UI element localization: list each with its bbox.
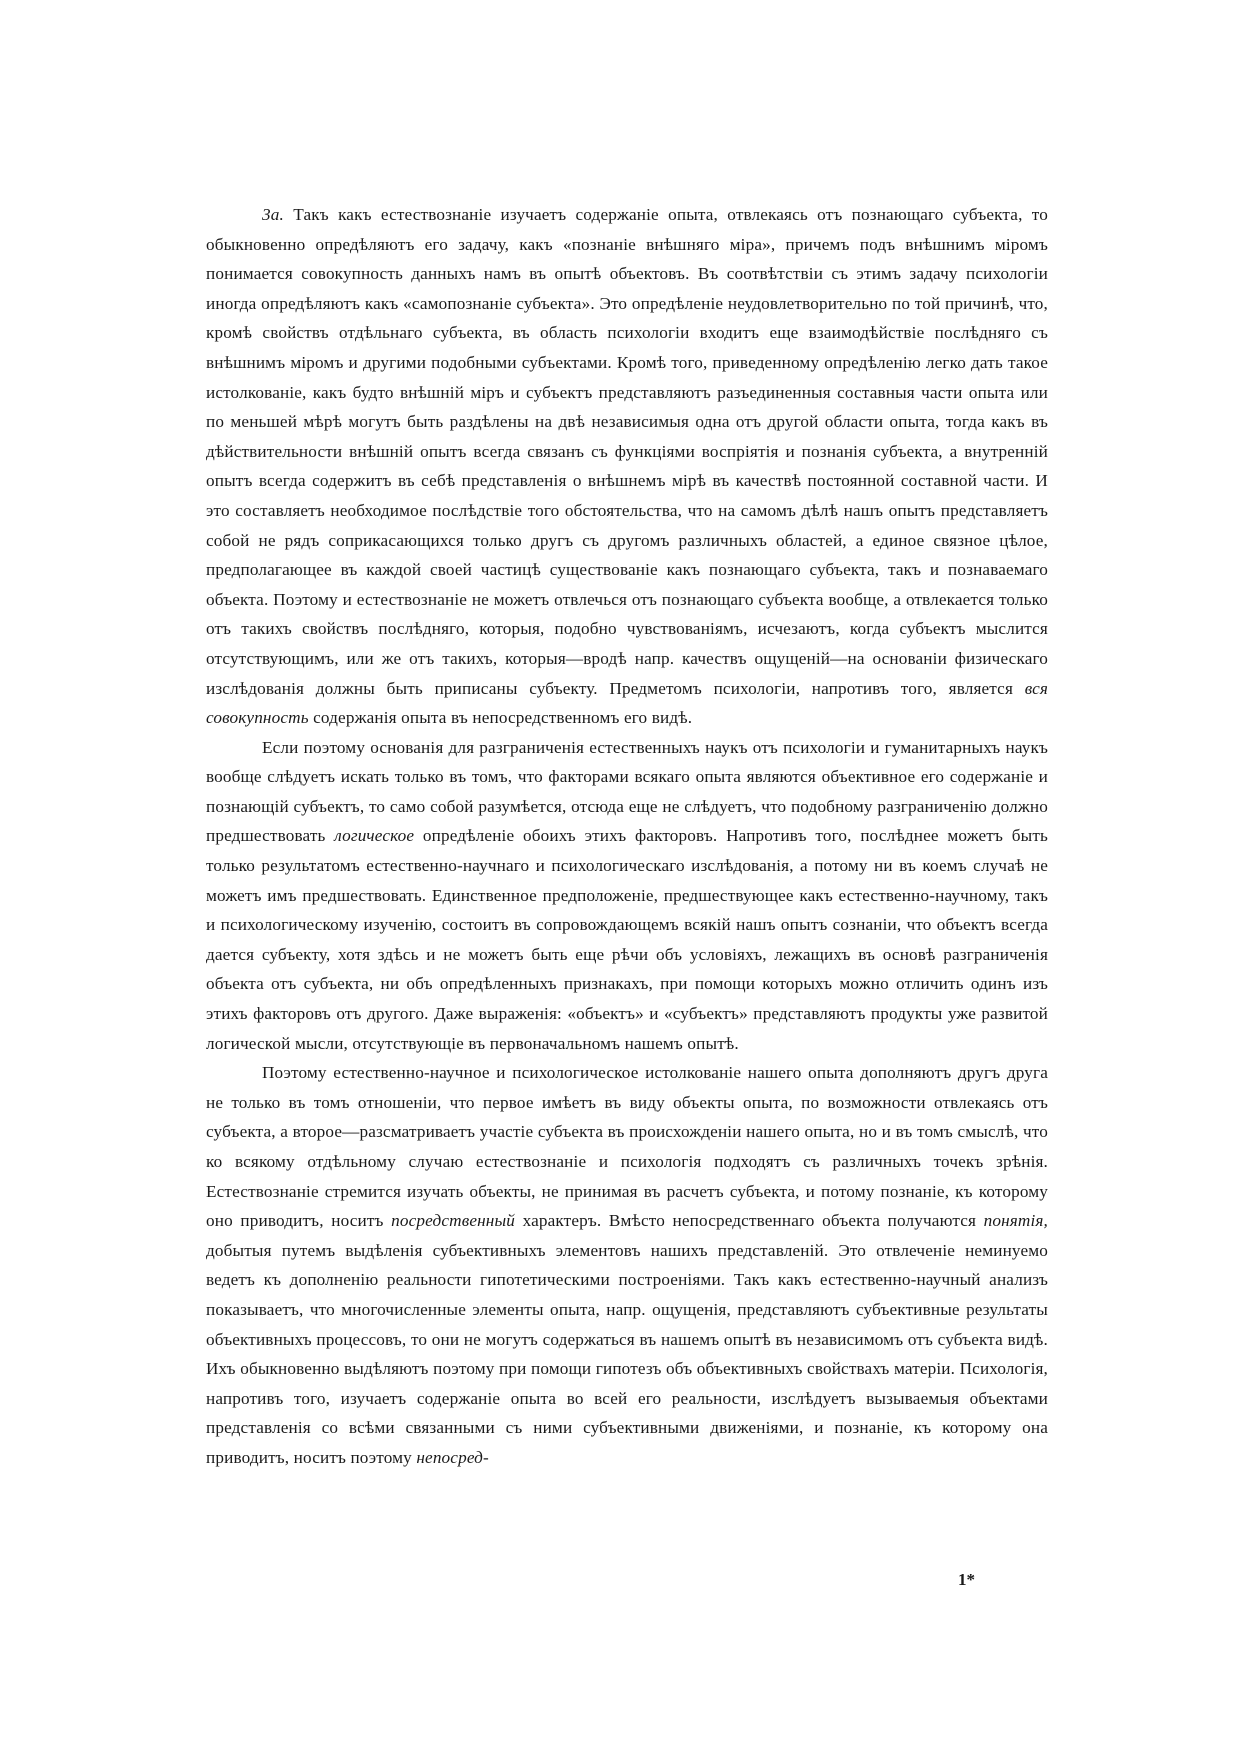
emphasis-text: посредственный (391, 1211, 515, 1231)
paragraph-text: Поэтому естественно-научное и психологическое истолкованіе нашего опыта дополняютъ другъ друга не только въ томъ отношеніи, что первое имѣетъ въ виду объекты опыта, по возможности отвлекаясь отъ субъекта, а второе—разсматриваетъ участіе субъекта въ происхожденіи нашего опыта, но и въ томъ смыслѣ, что ко всякому отдѣльному случаю естествознаніе и психологія подходятъ съ различныхъ точекъ зрѣнія. Естествознаніе стремится изучать объекты, не принимая въ расчетъ субъекта, и потому познаніе, къ которому оно приводитъ, носитъ (206, 1063, 1048, 1231)
paragraph-3 (206, 1058, 1048, 1472)
emphasis-text: вся совокупность (206, 678, 1048, 728)
paragraph-text: опредѣленіе обоихъ этихъ факторовъ. Напротивъ того, послѣднее можетъ быть только результатомъ естественно-научнаго и психологическаго изслѣдованія, а потому ни въ коемъ случаѣ не можетъ имъ предшествовать. Единственное предположеніе, предшествующее какъ естественно-научному, такъ и психологическому изученію, состоитъ въ сопровождающемъ всякій нашъ опытъ сознаніи, что объектъ всегда дается субъекту, хотя здѣсь и не можетъ быть еще рѣчи объ условіяхъ, лежащихъ въ основѣ разграниченія объекта отъ субъекта, ни объ опредѣленныхъ признакахъ, при помощи которыхъ можно отличить одинъ изъ этихъ факторовъ отъ другого. Даже выраженія: «объектъ» и «субъектъ» представляютъ продукты уже развитой логической мысли, отсутствующіе въ первоначальномъ нашемъ опытѣ. (206, 826, 1048, 1053)
paragraph-1 (206, 200, 1048, 733)
emphasis-text: понятія, (983, 1211, 1049, 1231)
page-body (206, 200, 1048, 1473)
paragraph-text: добытыя путемъ выдѣленія субъективныхъ элементовъ нашихъ представленій. Это отвлеченіе неминуемо ведетъ къ дополненію реальности гипотетическими построеніями. Такъ какъ естественно-научный анализъ показываетъ, что многочисленные элементы опыта, напр. ощущенія, представляютъ субъективные результаты объективныхъ процессовъ, то они не могутъ содержаться въ нашемъ опытѣ въ независимомъ отъ субъекта видѣ. Ихъ обыкновенно выдѣляютъ поэтому при помощи гипотезъ объ объективныхъ свойствахъ матеріи. Психологія, напротивъ того, изучаетъ содержаніе опыта во всей его реальности, изслѣдуетъ вызываемыя объектами представленія со всѣми связанными съ ними субъективными движеніями, и познаніе, къ которому она приводитъ, носитъ поэтому (206, 1240, 1048, 1467)
paragraph-text: Если поэтому основанія для разграниченія естественныхъ наукъ отъ психологіи и гуманитарныхъ наукъ вообще слѣдуетъ искать только въ томъ, что факторами всякаго опыта являются объективное его содержаніе и познающій субъектъ, то само собой разумѣется, отсюда еще не слѣдуетъ, что подобному разграниченію должно предшествовать (206, 737, 1048, 846)
paragraph-text: Такъ какъ естествознаніе изучаетъ содержаніе опыта, отвлекаясь отъ познающаго субъекта, то обыкновенно опредѣляютъ его задачу, какъ «познаніе внѣшняго міра», причемъ подъ внѣшнимъ міромъ понимается совокупность данныхъ намъ въ опытѣ объектовъ. Въ соотвѣтствіи съ этимъ задачу психологіи иногда опредѣляютъ какъ «самопознаніе субъекта». Это опредѣленіе неудовлетворительно по той причинѣ, что, кромѣ свойствъ отдѣльнаго субъекта, въ область психологіи входитъ еще взаимодѣйствіе послѣдняго съ внѣшнимъ міромъ и другими подобными субъектами. Кромѣ того, приведенному опредѣленію легко дать такое истолкованіе, какъ будто внѣшній міръ и субъектъ представляютъ разъединенныя составныя части опыта или по меньшей мѣрѣ могутъ быть раздѣлены на двѣ независимыя одна отъ другой области опыта, тогда какъ въ дѣйствительности внѣшній опытъ всегда связанъ съ функціями воспріятія и познанія субъекта, а внутренній опытъ всегда содержитъ въ себѣ представленія о внѣшнемъ мірѣ въ качествѣ постоянной составной части. И это составляетъ необходимое послѣдствіе того обстоятельства, что на самомъ дѣлѣ нашъ опытъ представляетъ собой не рядъ соприкасающихся только другъ съ другомъ различныхъ областей, а единое связное цѣлое, предполагающее въ каждой своей частицѣ существованіе какъ познающаго субъекта, такъ и познаваемаго объекта. Поэтому и естествознаніе не можетъ отвлечься отъ познающаго субъекта вообще, а отвлекается только отъ такихъ свойствъ послѣдняго, которыя, подобно чувствованіямъ, исчезаютъ, когда субъектъ мыслится отсутствующимъ, или же отъ такихъ, которыя—вродѣ напр. качествъ ощущеній—на основаніи физическаго изслѣдованія должны быть приписаны субъекту. Предметомъ психологіи, напротивъ того, является (206, 205, 1048, 698)
paragraph-2 (206, 733, 1048, 1059)
section-marker: 3a. (262, 205, 284, 224)
emphasis-text: логическое (334, 826, 415, 846)
emphasis-text: непосред- (416, 1447, 489, 1467)
paragraph-text: содержанія опыта въ непосредственномъ его видѣ. (308, 708, 693, 728)
paragraph-text: характеръ. Вмѣсто непосредственнаго объекта получаются (514, 1211, 984, 1231)
signature-mark: 1* (958, 1570, 975, 1589)
